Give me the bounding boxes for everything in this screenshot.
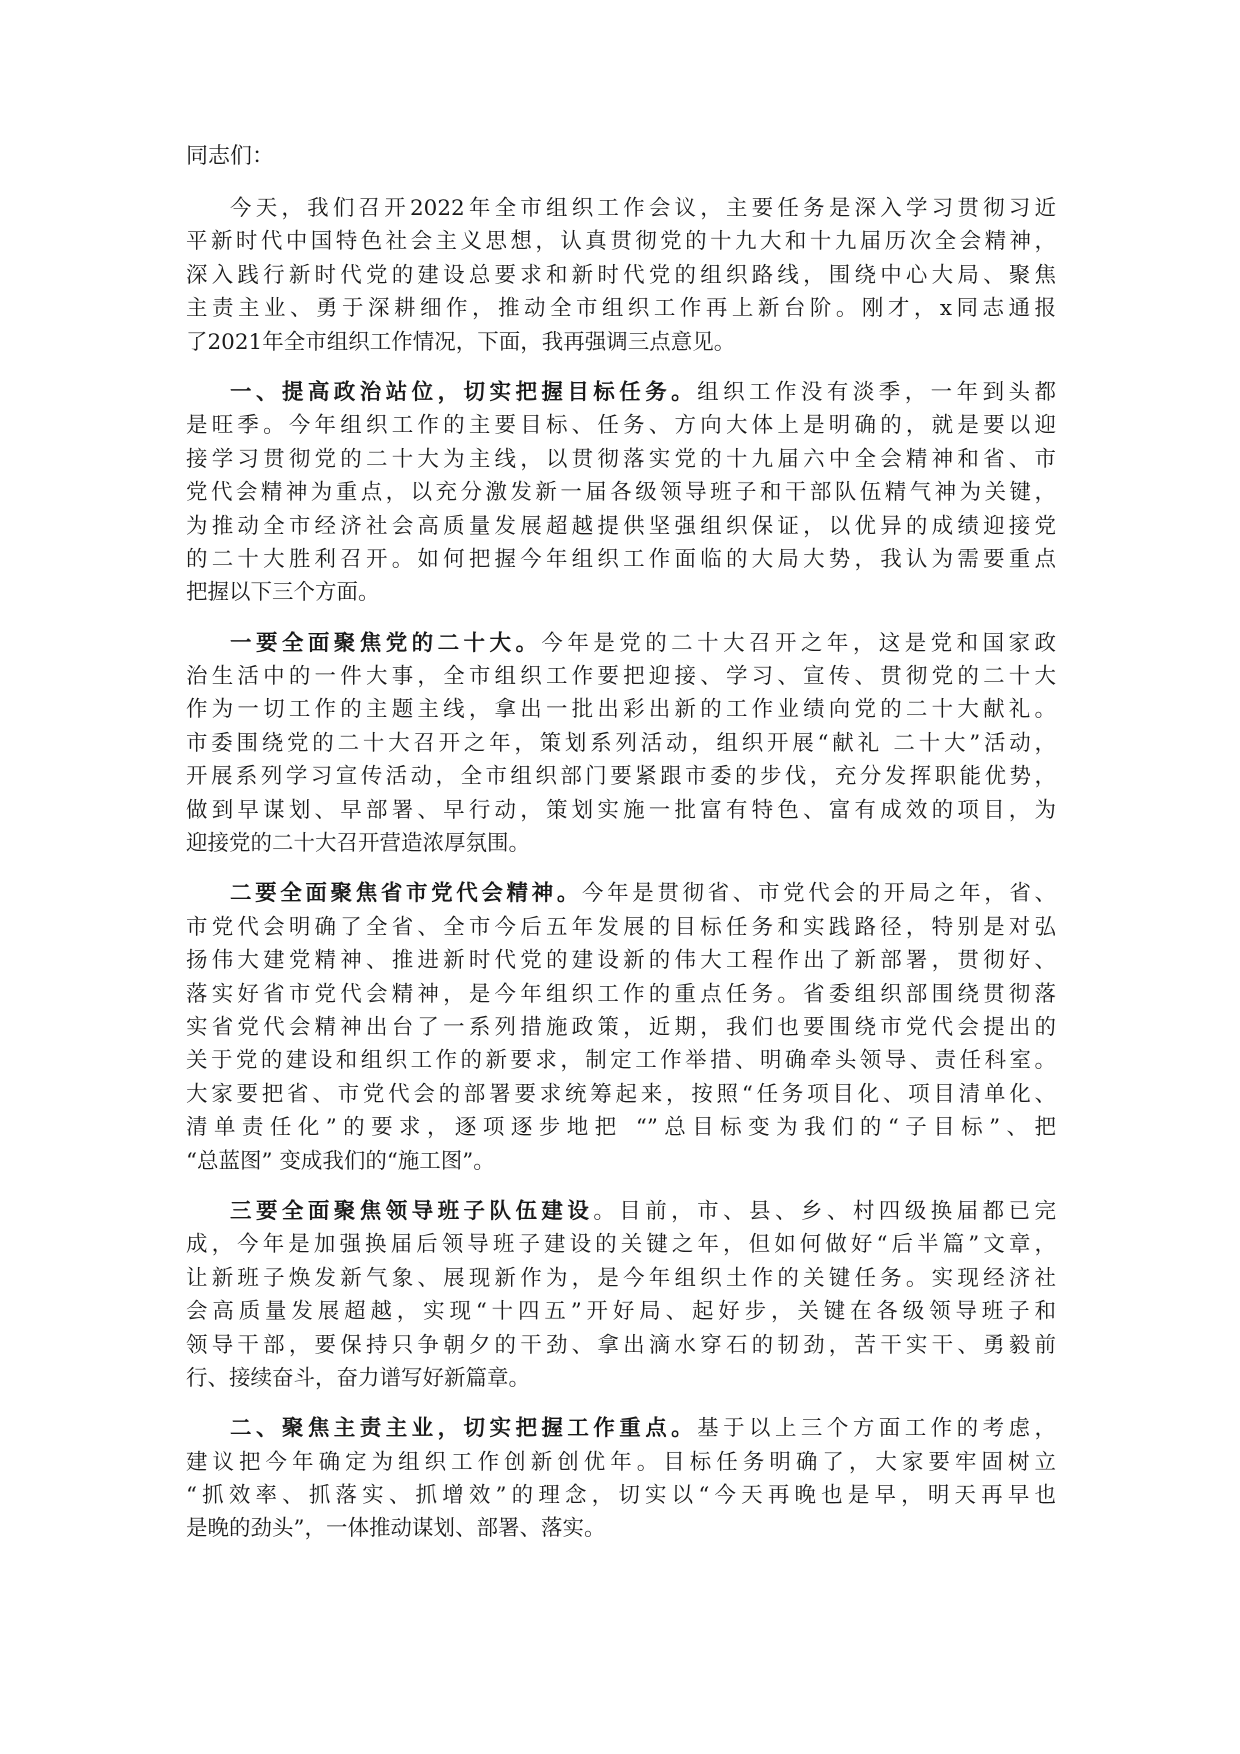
text-line (186, 1111, 1056, 1144)
paragraph (186, 192, 1056, 359)
text-line (186, 1512, 1056, 1545)
line-text: “总蓝图” 变成我们的“施工图”。 (186, 1148, 495, 1174)
line-text: 市党代会明确了全省、全市今后五年发展的目标任务和实践路径，特别是对弘 (186, 914, 1056, 940)
text-line (186, 1011, 1056, 1044)
paragraph-heading: 二、聚焦主责主业，切实把握工作重点。 (230, 1416, 698, 1442)
line-text: 做到早谋划、早部署、早行动，策划实施一批富有特色、富有成效的项目，为 (186, 797, 1056, 823)
text-line (186, 443, 1056, 476)
text-line (186, 1145, 1056, 1178)
text-line (186, 1412, 1056, 1445)
text-line (186, 409, 1056, 442)
paragraph (186, 376, 1056, 610)
line-text: 领导干部，要保持只争朝夕的干劲、拿出滴水穿石的韧劲，苦干实干、勇毅前 (186, 1332, 1056, 1358)
line-text: “抓效率、抓落实、抓增效”的理念，切实以“今天再晚也是早，明天再早也 (186, 1483, 1056, 1509)
line-text: 今天，我们召开2022年全市组织工作会议，主要任务是深入学习贯彻习近 (230, 196, 1056, 221)
line-text: 把握以下三个方面。 (186, 580, 380, 606)
paragraph (186, 1412, 1056, 1546)
text-line (186, 877, 1056, 910)
line-text: 落实好省市党代会精神，是今年组织工作的重点任务。省委组织部围绕贯彻落 (186, 981, 1056, 1007)
line-text: 的二十大胜利召开。如何把握今年组织工作面临的大局大势，我认为需要重点 (186, 546, 1056, 572)
text-line (186, 326, 1056, 359)
line-text: 让新班子焕发新气象、展现新作为，是今年组织土作的关键任务。实现经济社 (186, 1265, 1056, 1291)
text-line (186, 192, 1056, 225)
line-text: 成，今年是加强换届后领导班子建设的关键之年，但如何做好“后半篇”文章， (186, 1232, 1056, 1258)
text-line (186, 1329, 1056, 1362)
text-line (186, 1044, 1056, 1077)
text-line (186, 827, 1056, 860)
line-text: 接学习贯彻党的二十大为主线，以贯彻落实党的十九届六中全会精神和省、市 (186, 446, 1056, 472)
line-text: 行、接续奋斗，奋力谱写好新篇章。 (186, 1365, 531, 1391)
line-text: 今年是贯彻省、市党代会的开局之年，省、 (581, 881, 1056, 907)
line-text: 作为一切工作的主题主线，拿出一批出彩出新的工作业绩向党的二十大献礼。 (186, 697, 1056, 723)
text-line (186, 543, 1056, 576)
document-page (186, 140, 1056, 1563)
text-line (186, 510, 1056, 543)
paragraph-heading: 三要全面聚焦领导班子队伍建设 (230, 1198, 594, 1224)
text-line (186, 1078, 1056, 1111)
line-text: 平新时代中国特色社会主义思想，认真贯彻党的十九大和十九届历次全会精神， (186, 229, 1056, 255)
text-line (186, 978, 1056, 1011)
line-text: 是旺季。今年组织工作的主要目标、任务、方向大体上是明确的，就是要以迎 (186, 413, 1056, 439)
document-body (186, 192, 1056, 1546)
text-line (186, 1479, 1056, 1512)
line-text: 基于以上三个方面工作的考虑， (697, 1416, 1056, 1442)
line-text: 迎接党的二十大召开营造浓厚氛围。 (186, 831, 531, 857)
text-line (186, 1446, 1056, 1479)
text-line (186, 1228, 1056, 1261)
text-line (186, 1295, 1056, 1328)
paragraph (186, 877, 1056, 1178)
paragraph (186, 1195, 1056, 1395)
line-text: 关于党的建设和组织工作的新要求，制定工作举措、明确牵头领导、责任科室。 (186, 1048, 1056, 1074)
line-text: 党代会精神为重点，以充分激发新一届各级领导班子和干部队伍精气神为关键， (186, 480, 1056, 506)
text-line (186, 292, 1056, 325)
text-line (186, 627, 1056, 660)
line-text: 是晚的劲头”，一体推动谋划、部署、落实。 (186, 1516, 606, 1542)
paragraph-heading: 一、提高政治站位，切实把握目标任务。 (230, 379, 698, 405)
line-text: 组织工作没有淡季，一年到头都 (697, 379, 1056, 405)
paragraph (186, 627, 1056, 861)
text-line (186, 1362, 1056, 1395)
line-text: 开展系列学习宣传活动，全市组织部门要紧跟市委的步伐，充分发挥职能优势， (186, 764, 1056, 790)
line-text: 了2021年全市组织工作情况，下面，我再强调三点意见。 (186, 329, 736, 355)
text-line (186, 576, 1056, 609)
text-line (186, 944, 1056, 977)
paragraph-heading: 二要全面聚焦省市党代会精神。 (230, 881, 582, 907)
line-text: 。目前，市、县、乡、村四级换届都已完 (593, 1198, 1056, 1224)
paragraph-heading: 一要全面聚焦党的二十大。 (230, 630, 542, 656)
line-text: 今年是党的二十大召开之年，这是党和国家政 (541, 630, 1056, 656)
text-line (186, 1262, 1056, 1295)
text-line (186, 660, 1056, 693)
line-text: 实省党代会精神出台了一系列措施政策，近期，我们也要围绕市党代会提出的 (186, 1014, 1056, 1040)
line-text: 治生活中的一件大事，全市组织工作要把迎接、学习、宣传、贯彻党的二十大 (186, 664, 1056, 690)
text-line (186, 760, 1056, 793)
text-line (186, 911, 1056, 944)
line-text: 为推动全市经济社会高质量发展超越提供坚强组织保证，以优异的成绩迎接党 (186, 513, 1056, 539)
text-line (186, 794, 1056, 827)
line-text: 会高质量发展超越，实现“十四五”开好局、起好步，关键在各级领导班子和 (186, 1299, 1056, 1325)
text-line (186, 259, 1056, 292)
text-line (186, 727, 1056, 760)
line-text: 建议把今年确定为组织工作创新创优年。目标任务明确了，大家要牢固树立 (186, 1449, 1056, 1475)
line-text: 清单责任化”的要求，逐项逐步地把 “”总目标变为我们的“子目标”、把 (186, 1115, 1056, 1141)
line-text: 深入践行新时代党的建设总要求和新时代党的组织路线，围绕中心大局、聚焦 (186, 262, 1056, 288)
line-text: 扬伟大建党精神、推进新时代党的建设新的伟大工程作出了新部署，贯彻好、 (186, 948, 1056, 974)
text-line (186, 476, 1056, 509)
text-line (186, 376, 1056, 409)
line-text: 大家要把省、市党代会的部署要求统筹起来，按照“任务项目化、项目清单化、 (186, 1081, 1056, 1107)
text-line (186, 1195, 1056, 1228)
salutation: 同志们： (186, 144, 275, 169)
text-line (186, 225, 1056, 258)
line-text: 市委围绕党的二十大召开之年，策划系列活动，组织开展“献礼 二十大”活动， (186, 730, 1056, 756)
text-line (186, 693, 1056, 726)
line-text: 主责主业、勇于深耕细作，推动全市组织工作再上新台阶。刚才，x同志通报 (186, 296, 1056, 322)
